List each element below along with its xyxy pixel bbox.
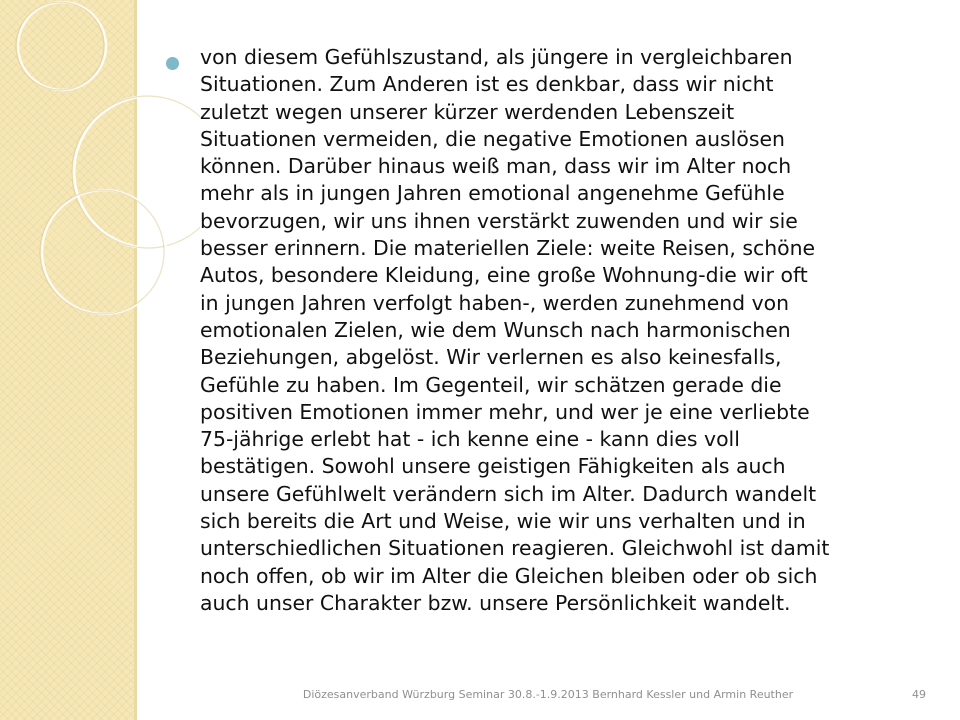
decorative-rings	[0, 0, 200, 320]
decorative-ring-top	[18, 2, 106, 90]
slide-page-number: 49	[912, 688, 926, 701]
decorative-ring-bottom	[42, 190, 166, 314]
slide-footer: Diözesanverband Würzburg Seminar 30.8.-1.9.2013 Bernhard Kessler und Armin Reuther	[302, 688, 794, 701]
bullet-point	[166, 57, 179, 70]
slide-body-text: von diesem Gefühlszustand, als jüngere in vergleichbaren Situationen. Zum Anderen ist es denkbar, dass wir nicht zuletzt wegen unserer kürzer werdenden Lebenszeit Situationen vermeiden, die negative Emotionen auslösen können. Darüber hinaus weiß man, dass wir im Alter noch mehr als in jungen Jahren emotional angenehme Gefühle bevorzugen, wir uns ihnen verstärkt zuwenden und wir sie besser erinnern. Die materiellen Ziele: weite Reisen, schöne Autos, besondere Kleidung, eine große Wohnung-die wir oft in jungen Jahren verfolgt haben-, werden zunehmend von emotionalen Zielen, wie dem Wunsch nach harmonischen Beziehungen, abgelöst. Wir verlernen es also keinesfalls, Gefühle zu haben. Im Gegenteil, wir schätzen gerade die positiven Emotionen immer mehr, und wer je eine verliebte 75-jährige erlebt hat - ich kenne eine - kann dies voll bestätigen. Sowohl unsere geistigen Fähigkeiten als auch unsere Gefühlwelt verändern sich im Alter. Dadurch wandelt sich bereits die Art und Weise, wie wir uns verhalten und in unterschiedlichen Situationen reagieren. Gleichwohl ist damit noch offen, ob wir im Alter die Gleichen bleiben oder ob sich auch unser Charakter bzw. unsere Persönlichkeit wandelt.	[200, 45, 830, 615]
